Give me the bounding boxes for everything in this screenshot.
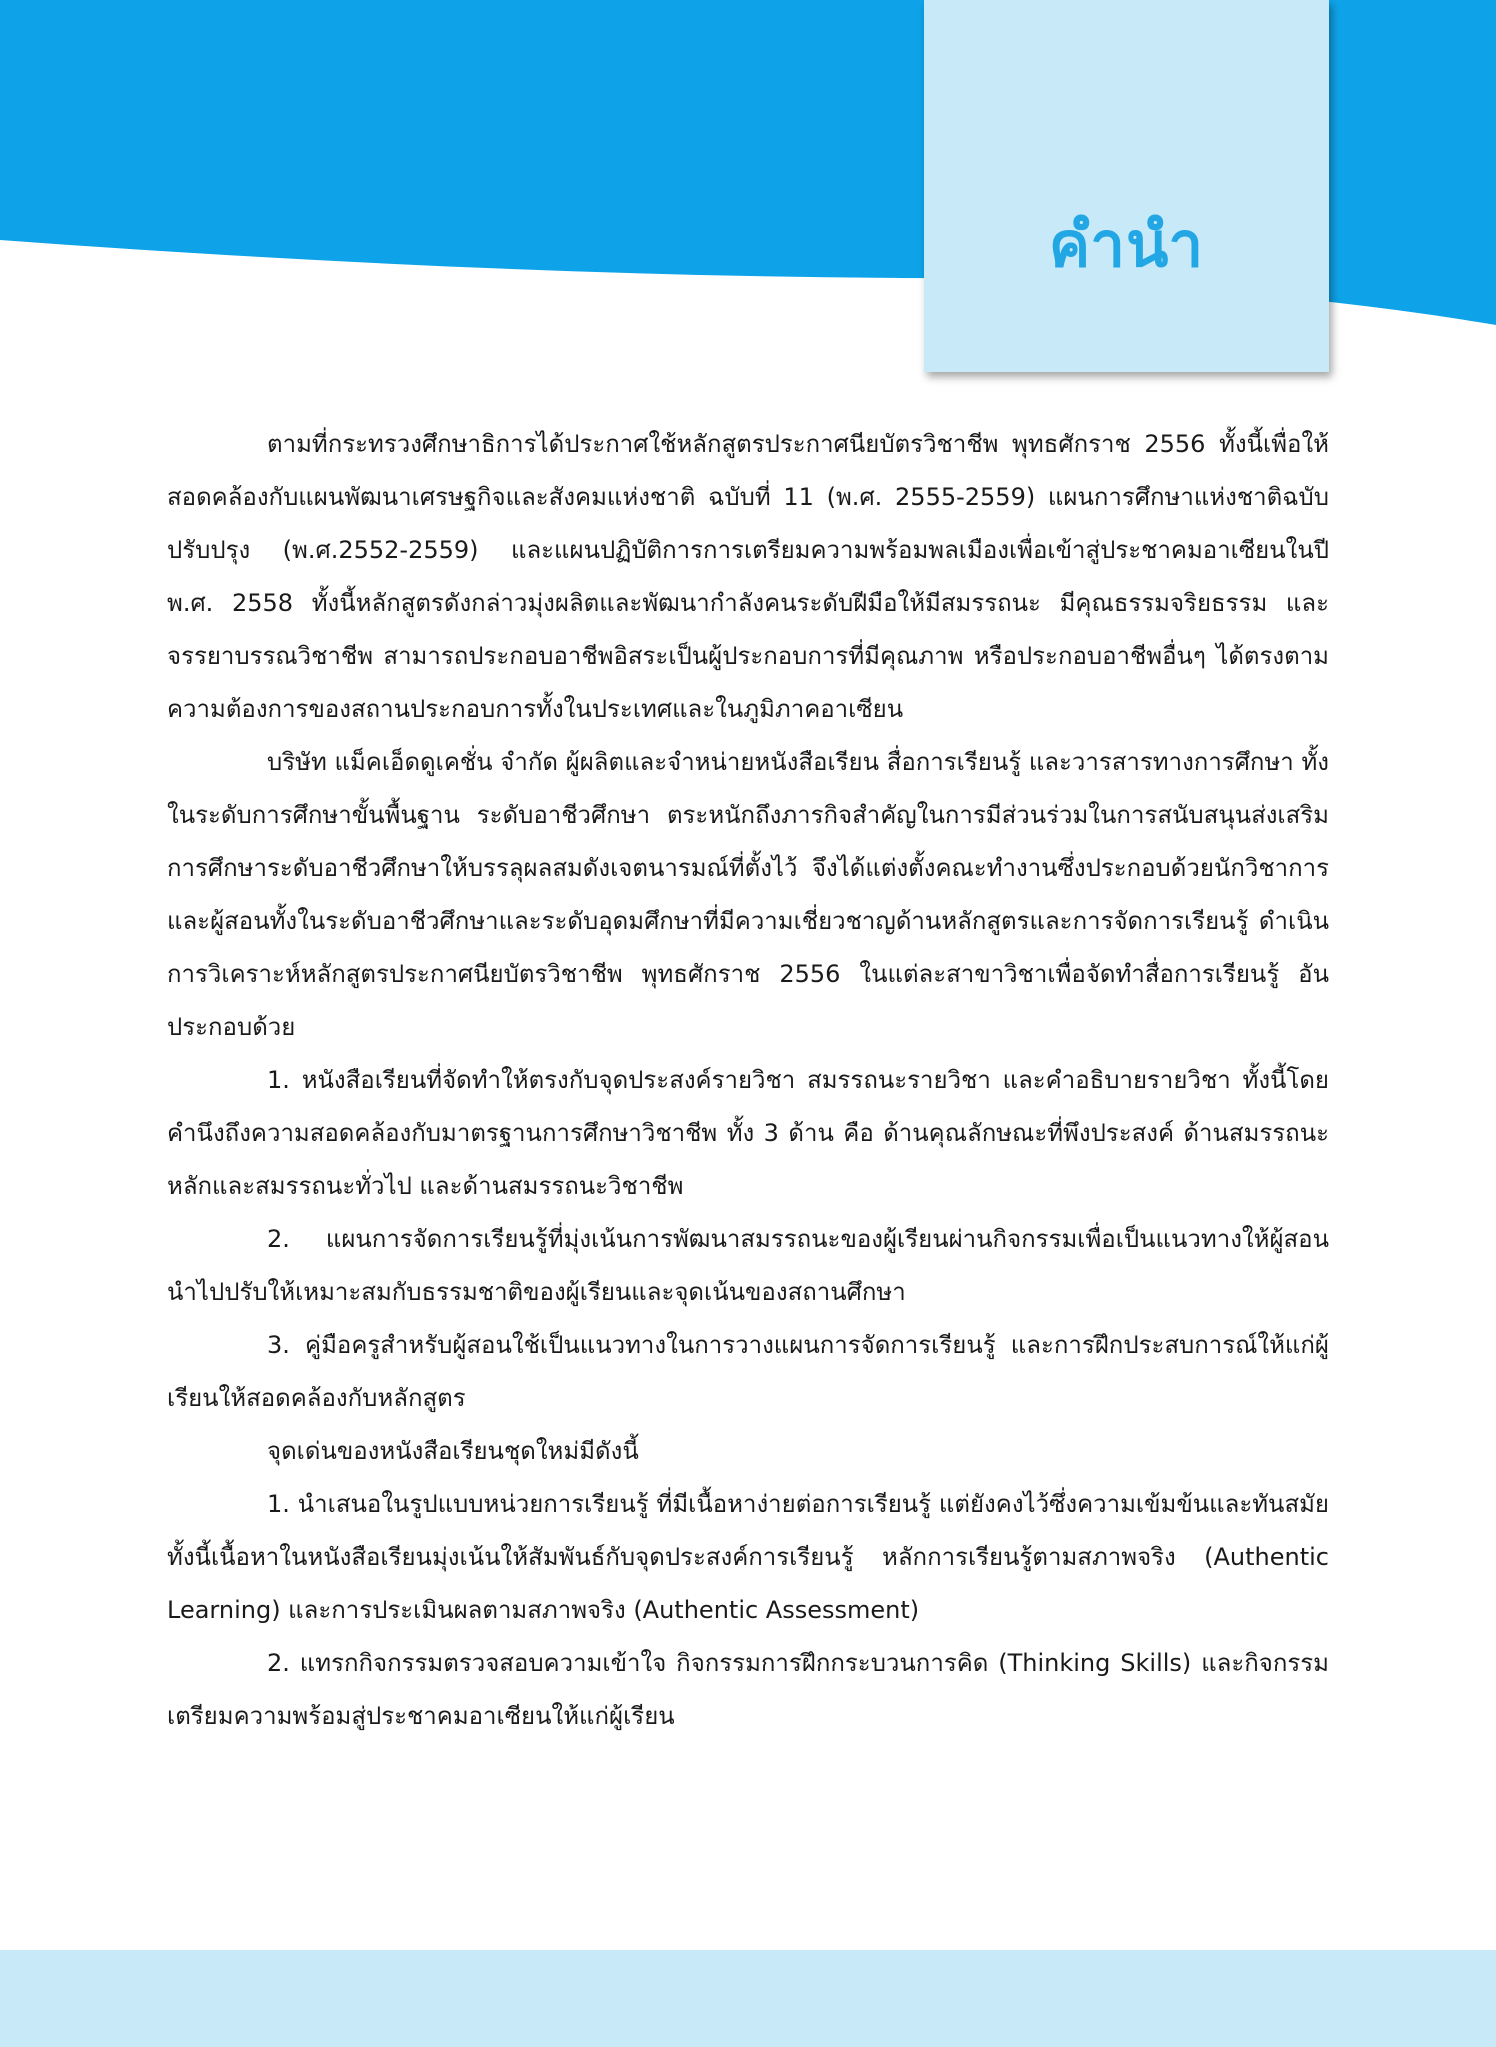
highlight-item-activities: 2. แทรกกิจกรรมตรวจสอบความเข้าใจ กิจกรรมการฝึกกระบวนการคิด (Thinking Skills) และกิจกรรมเตรียมความพร้อมสู่ประชาคมอาเซียนให้แก่ผู้เรียน [167,1649,1329,1730]
title-tab [924,0,1329,372]
highlights-heading: จุดเด่นของหนังสือเรียนชุดใหม่มีดังนี้ [267,1437,639,1465]
highlight-item-units: 1. นำเสนอในรูปแบบหน่วยการเรียนรู้ ที่มีเนื้อหาง่ายต่อการเรียนรู้ แต่ยังคงไว้ซึ่งความเข้มข้นและทันสมัย ทั้งนี้เนื้อหาในหนังสือเรียนมุ่งเน้นให้สัมพันธ์กับจุดประสงค์การเรียนรู้ หลักการเรียนรู้ตามสภาพจริง (Authentic Learning) และการประเมินผลตามสภาพจริง (Authentic Assessment) [167,1490,1329,1624]
list-item-teacher-guide: 3. คู่มือครูสำหรับผู้สอนใช้เป็นแนวทางในการวางแผนการจัดการเรียนรู้ และการฝึกประสบการณ์ให้แก่ผู้เรียนให้สอดคล้องกับหลักสูตร [167,1331,1329,1412]
list-item-lesson-plan: 2. แผนการจัดการเรียนรู้ที่มุ่งเน้นการพัฒนาสมรรถนะของผู้เรียนผ่านกิจกรรมเพื่อเป็นแนวทางให้ผู้สอนนำไปปรับให้เหมาะสมกับธรรมชาติของผู้เรียนและจุดเน้นของสถานศึกษา [167,1225,1329,1306]
preface-body [167,418,1329,1743]
list-item-textbook: 1. หนังสือเรียนที่จัดทำให้ตรงกับจุดประสงค์รายวิชา สมรรถนะรายวิชา และคำอธิบายรายวิชา ทั้งนี้โดยคำนึงถึงความสอดคล้องกับมาตรฐานการศึกษาวิชาชีพ ทั้ง 3 ด้าน คือ ด้านคุณลักษณะที่พึงประสงค์ ด้านสมรรถนะหลักและสมรรถนะทั่วไป และด้านสมรรถนะวิชาชีพ [167,1066,1329,1200]
footer-band [0,1950,1496,2047]
paragraph-company: บริษัท แม็คเอ็ดดูเคชั่น จำกัด ผู้ผลิตและจำหน่ายหนังสือเรียน สื่อการเรียนรู้ และวารสารทางการศึกษา ทั้งในระดับการศึกษาขั้นพื้นฐาน ระดับอาชีวศึกษา ตระหนักถึงภารกิจสำคัญในการมีส่วนร่วมในการสนับสนุนส่งเสริมการศึกษาระดับอาชีวศึกษาให้บรรลุผลสมดังเจตนารมณ์ที่ตั้งไว้ จึงได้แต่งตั้งคณะทำงานซึ่งประกอบด้วยนักวิชาการ และผู้สอนทั้งในระดับอาชีวศึกษาและระดับอุดมศึกษาที่มีความเชี่ยวชาญด้านหลักสูตรและการจัดการเรียนรู้ ดำเนินการวิเคราะห์หลักสูตรประกาศนียบัตรวิชาชีพ พุทธศักราช 2556 ในแต่ละสาขาวิชาเพื่อจัดทำสื่อการเรียนรู้ อันประกอบด้วย [167,748,1329,1041]
paragraph-intro: ตามที่กระทรวงศึกษาธิการได้ประกาศใช้หลักสูตรประกาศนียบัตรวิชาชีพ พุทธศักราช 2556 ทั้งนี้เพื่อให้สอดคล้องกับแผนพัฒนาเศรษฐกิจและสังคมแห่งชาติ ฉบับที่ 11 (พ.ศ. 2555-2559) แผนการศึกษาแห่งชาติฉบับปรับปรุง (พ.ศ.2552-2559) และแผนปฏิบัติการการเตรียมความพร้อมพลเมืองเพื่อเข้าสู่ประชาคมอาเซียนในปี พ.ศ. 2558 ทั้งนี้หลักสูตรดังกล่าวมุ่งผลิตและพัฒนากำลังคนระดับฝีมือให้มีสมรรถนะ มีคุณธรรมจริยธรรม และจรรยาบรรณวิชาชีพ สามารถประกอบอาชีพอิสระเป็นผู้ประกอบการที่มีคุณภาพ หรือประกอบอาชีพอื่นๆ ได้ตรงตามความต้องการของสถานประกอบการทั้งในประเทศและในภูมิภาคอาเซียน [167,430,1329,723]
page-title: คำนำ [1048,208,1205,281]
